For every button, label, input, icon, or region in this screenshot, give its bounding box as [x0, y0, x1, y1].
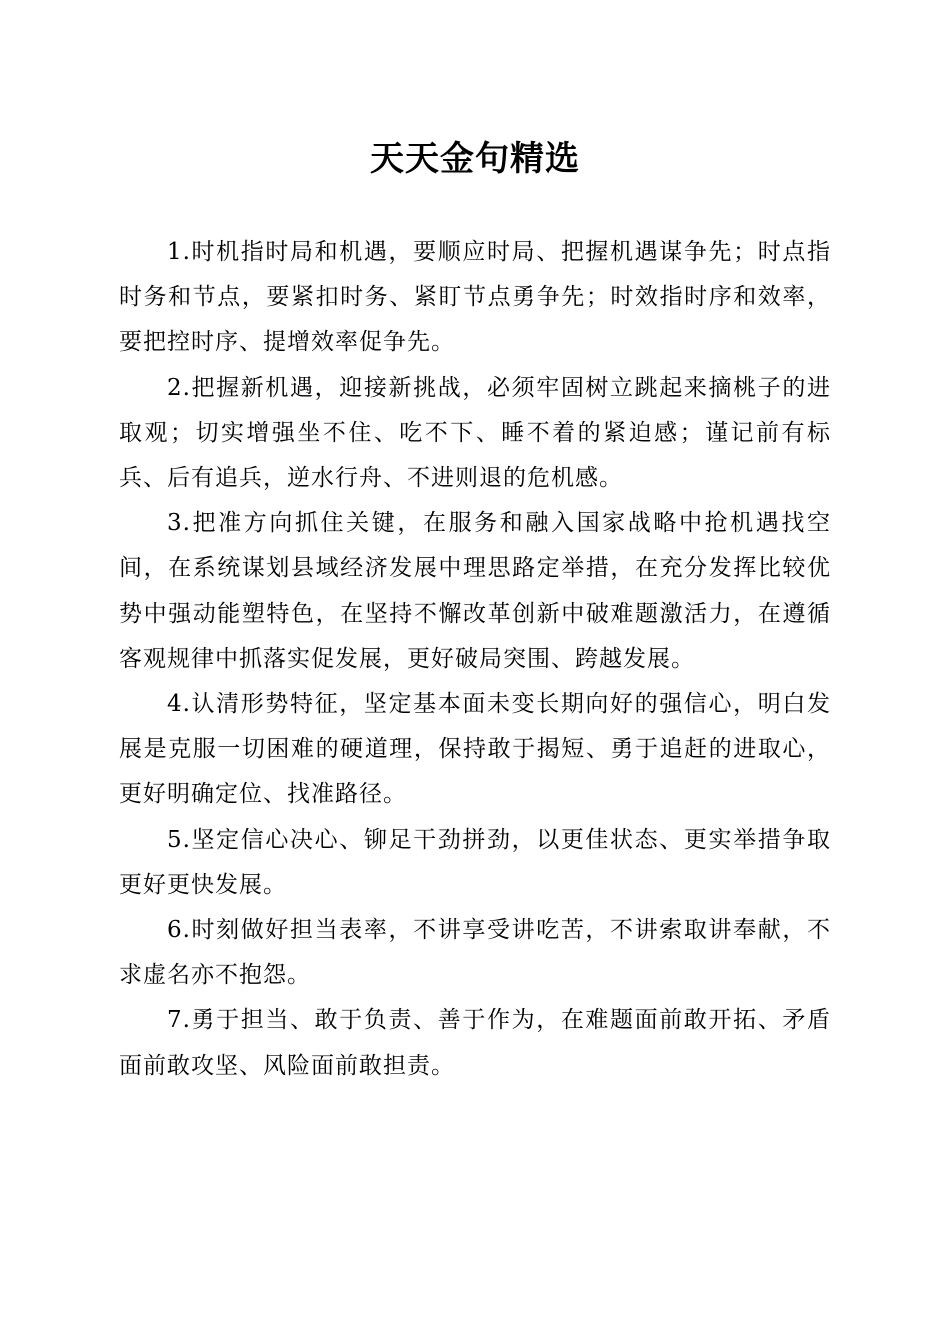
paragraph-3: 3.把准方向抓住关键，在服务和融入国家战略中抢机遇找空间，在系统谋划县域经济发展中理思路定举措，在充分发挥比较优势中强动能塑特色，在坚持不懈改革创新中破难题激活力，在遵循客观规律中抓落实促发展，更好破局突围、跨越发展。: [119, 510, 831, 672]
paragraph-4: 4.认清形势特征，坚定基本面未变长期向好的强信心，明白发展是克服一切困难的硬道理，保持敢于揭短、勇于追赶的进取心，更好明确定位、找准路径。: [119, 691, 831, 808]
paragraph-5: 5.坚定信心决心、铆足干劲拼劲，以更佳状态、更实举措争取更好更快发展。: [119, 826, 831, 898]
paragraph-7: 7.勇于担当、敢于负责、善于作为，在难题面前敢开拓、矛盾面前敢攻坚、风险面前敢担责。: [119, 1007, 831, 1079]
document-body: [119, 230, 831, 1089]
paragraph-2: 2.把握新机遇，迎接新挑战，必须牢固树立跳起来摘桃子的进取观；切实增强坐不住、吃不下、睡不着的紧迫感；谨记前有标兵、后有追兵，逆水行舟、不进则退的危机感。: [119, 374, 831, 492]
paragraph-6: 6.时刻做好担当表率，不讲享受讲吃苦，不讲索取讲奉献，不求虚名亦不抱怨。: [119, 917, 831, 989]
paragraph-1: 1.时机指时局和机遇，要顺应时局、把握机遇谋争先；时点指时务和节点，要紧扣时务、紧盯节点勇争先；时效指时序和效率，要把控时序、提增效率促争先。: [119, 239, 831, 356]
document-title: 天天金句精选: [370, 139, 580, 179]
